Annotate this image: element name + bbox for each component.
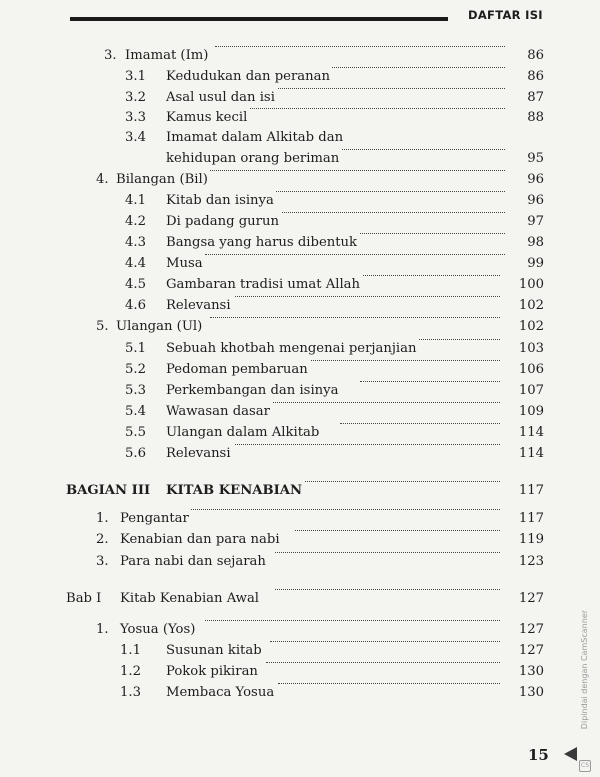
toc-entry <box>0 128 600 148</box>
toc-entry <box>0 149 600 169</box>
toc-entry <box>0 662 600 682</box>
dot-leader <box>270 402 500 403</box>
entry-number: 5.2 <box>125 362 146 377</box>
entry-number: 1.2 <box>120 664 141 679</box>
entry-number: 4.5 <box>125 277 146 292</box>
toc-entry <box>0 530 600 550</box>
entry-title: Asal usul dan isi <box>166 88 277 108</box>
entry-title: Pengantar <box>120 509 191 529</box>
dot-leader <box>275 552 500 553</box>
dot-leader <box>190 509 500 510</box>
dot-leader <box>295 530 500 531</box>
entry-page: 86 <box>527 69 544 84</box>
entry-number: 3.3 <box>125 110 146 125</box>
dot-leader <box>250 191 505 192</box>
toc-entry <box>0 381 600 401</box>
toc-entry <box>0 170 600 190</box>
toc-entry <box>0 191 600 211</box>
chapter-label: Bab I <box>66 591 102 606</box>
dot-leader <box>250 212 505 213</box>
toc-entry <box>0 88 600 108</box>
entry-title: Sebuah khotbah mengenai perjanjian <box>166 339 419 359</box>
entry-title: Relevansi <box>166 444 233 464</box>
entry-title: Kenabian dan para nabi <box>120 530 282 550</box>
entry-title: Pokok pikiran <box>166 662 260 682</box>
entry-title: Ulangan dalam Alkitab <box>166 423 321 443</box>
entry-title: Gambaran tradisi umat Allah <box>166 275 362 295</box>
entry-number: 3.2 <box>125 90 146 105</box>
entry-number: 5. <box>96 319 109 334</box>
entry-page: 102 <box>518 298 544 313</box>
toc-entry <box>0 233 600 253</box>
toc-entry <box>0 339 600 359</box>
dot-leader <box>410 339 500 340</box>
entry-page: 97 <box>527 214 544 229</box>
chapter-title: Kitab Kenabian Awal <box>120 589 261 609</box>
entry-number: 1.3 <box>120 685 141 700</box>
entry-title: Kedudukan dan peranan <box>166 67 332 87</box>
entry-number: 4.3 <box>125 235 146 250</box>
entry-title: Kitab dan isinya <box>166 191 276 211</box>
dot-leader <box>266 662 500 663</box>
entry-page: 117 <box>518 511 544 526</box>
entry-page: 96 <box>527 193 544 208</box>
toc-entry <box>0 108 600 128</box>
entry-title: Bangsa yang harus dibentuk <box>166 233 359 253</box>
entry-number: 1. <box>96 622 109 637</box>
toc-entry <box>0 509 600 529</box>
entry-title: Membaca Yosua <box>166 683 276 703</box>
toc-entry <box>0 423 600 443</box>
scanner-watermark: Dipindai dengan CamScanner <box>580 610 589 730</box>
section-title: KITAB KENABIAN <box>166 481 304 501</box>
entry-number: 1. <box>96 511 109 526</box>
entry-page: 127 <box>518 622 544 637</box>
entry-page: 117 <box>518 483 544 498</box>
dot-leader <box>215 46 505 47</box>
entry-number: 3.4 <box>125 130 146 145</box>
entry-title: Imamat dalam Alkitab dan <box>166 128 345 148</box>
dot-leader <box>270 641 500 642</box>
entry-page: 119 <box>518 532 544 547</box>
entry-page: 107 <box>518 383 544 398</box>
page-corner-triangle <box>564 747 577 761</box>
toc-entry <box>0 360 600 380</box>
entry-number: 4.1 <box>125 193 146 208</box>
entry-page: 102 <box>518 319 544 334</box>
toc-entry <box>0 46 600 66</box>
dot-leader <box>235 296 500 297</box>
entry-page: 130 <box>518 685 544 700</box>
dot-leader <box>250 108 505 109</box>
entry-title: Susunan kitab <box>166 641 264 661</box>
entry-number: 5.3 <box>125 383 146 398</box>
entry-page: 100 <box>518 277 544 292</box>
dot-leader <box>360 381 500 382</box>
entry-number: 5.6 <box>125 446 146 461</box>
entry-number: 4.2 <box>125 214 146 229</box>
entry-title: Musa <box>166 254 205 274</box>
entry-page: 86 <box>527 48 544 63</box>
toc-section-heading <box>0 481 600 501</box>
entry-number: 4. <box>96 172 109 187</box>
toc-entry <box>0 402 600 422</box>
toc-entry <box>0 296 600 316</box>
toc-entry <box>0 212 600 232</box>
entry-number: 3.1 <box>125 69 146 84</box>
entry-title: Di padang gurun <box>166 212 281 232</box>
entry-page: 87 <box>527 90 544 105</box>
dot-leader <box>250 88 505 89</box>
entry-page: 103 <box>518 341 544 356</box>
dot-leader <box>340 423 500 424</box>
dot-leader <box>210 170 505 171</box>
entry-number: 3. <box>104 48 117 63</box>
entry-title: Kamus kecil <box>166 108 249 128</box>
dot-leader <box>300 481 500 482</box>
entry-page: 127 <box>518 643 544 658</box>
entry-number: 5.4 <box>125 404 146 419</box>
entry-number: 1.1 <box>120 643 141 658</box>
toc-entry <box>0 620 600 640</box>
entry-page: 106 <box>518 362 544 377</box>
entry-page: 88 <box>527 110 544 125</box>
toc-entry <box>0 683 600 703</box>
entry-title: Pedoman pembaruan <box>166 360 310 380</box>
toc-entry <box>0 67 600 87</box>
entry-page: 130 <box>518 664 544 679</box>
entry-title: Perkembangan dan isinya <box>166 381 340 401</box>
entry-title: Para nabi dan sejarah <box>120 552 268 572</box>
entry-page: 96 <box>527 172 544 187</box>
entry-page: 98 <box>527 235 544 250</box>
entry-title: Yosua (Yos) <box>120 620 197 640</box>
toc-entry <box>0 254 600 274</box>
dot-leader <box>205 254 505 255</box>
entry-page: 109 <box>518 404 544 419</box>
section-label: BAGIAN III <box>66 483 151 498</box>
entry-page: 99 <box>527 256 544 271</box>
running-header: DAFTAR ISI <box>468 8 543 22</box>
dot-leader <box>235 444 500 445</box>
entry-number: 5.5 <box>125 425 146 440</box>
entry-number: 5.1 <box>125 341 146 356</box>
entry-number: 2. <box>96 532 109 547</box>
entry-number: 3. <box>96 554 109 569</box>
page-number: 15 <box>528 746 549 764</box>
entry-page: 127 <box>518 591 544 606</box>
entry-title: kehidupan orang beriman <box>166 149 341 169</box>
scanner-logo-icon: CS <box>579 760 591 772</box>
entry-page: 114 <box>518 425 544 440</box>
entry-page: 95 <box>527 151 544 166</box>
toc-entry <box>0 444 600 464</box>
dot-leader <box>278 683 500 684</box>
entry-page: 114 <box>518 446 544 461</box>
entry-title: Imamat (Im) <box>125 46 210 66</box>
dot-leader <box>210 317 500 318</box>
entry-title: Wawasan dasar <box>166 402 272 422</box>
toc-entry <box>0 317 600 337</box>
toc-entry <box>0 641 600 661</box>
entry-number: 4.6 <box>125 298 146 313</box>
toc-entry <box>0 552 600 572</box>
toc-chapter-heading <box>0 589 600 609</box>
dot-leader <box>205 620 500 621</box>
entry-page: 123 <box>518 554 544 569</box>
dot-leader <box>275 589 500 590</box>
entry-number: 4.4 <box>125 256 146 271</box>
toc-entry <box>0 275 600 295</box>
entry-title: Relevansi <box>166 296 233 316</box>
entry-title: Bilangan (Bil) <box>116 170 210 190</box>
entry-title: Ulangan (Ul) <box>116 317 204 337</box>
